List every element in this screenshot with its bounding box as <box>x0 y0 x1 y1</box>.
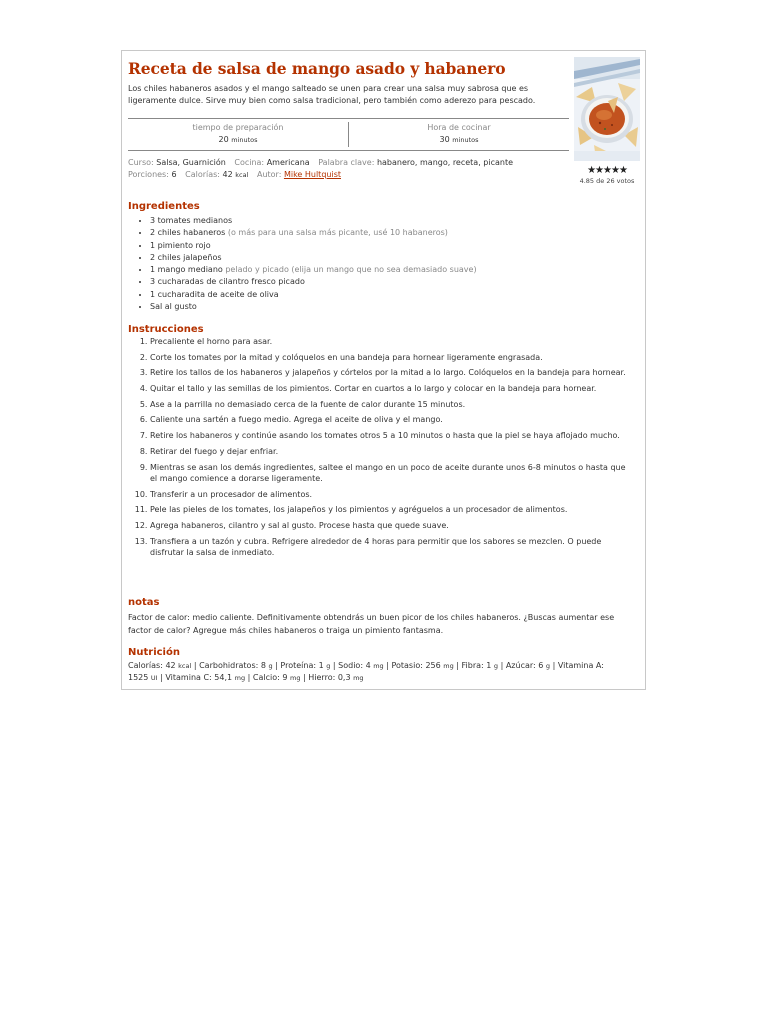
nutrition-item <box>280 661 330 670</box>
nutrition-unit: g <box>493 662 499 670</box>
meta-row-2 <box>128 169 568 181</box>
nutrition-separator: | <box>300 673 309 682</box>
nutrition-label: Vitamina C: <box>165 673 215 682</box>
keyword-label: Palabra clave: <box>318 158 375 167</box>
recipe-times <box>128 118 569 151</box>
nutrition-separator: | <box>245 673 253 682</box>
ingredient-note: pelado y picado (elija un mango que no sea demasiado suave) <box>222 265 477 275</box>
nutrition-label: Potasio: <box>391 661 426 670</box>
nutrition-separator: | <box>383 661 392 670</box>
ingredient-item <box>150 252 628 264</box>
nutrition-separator: | <box>272 661 281 670</box>
notes-heading: notas <box>128 597 160 608</box>
nutrition-item <box>165 673 245 682</box>
ingredient-item <box>150 301 628 313</box>
nutrition-label: Vitamina A: <box>557 661 604 670</box>
nutrition-separator: | <box>498 661 506 670</box>
ingredient-item <box>150 264 628 276</box>
nutrition-unit: g <box>545 662 551 670</box>
nutrition-facts <box>128 660 618 684</box>
ingredient-text: 1 pimiento rojo <box>150 240 211 250</box>
prep-time-number: 20 <box>218 135 229 144</box>
instruction-step: 11. Pele las pieles de los tomates, los jalapeños y los pimientos y agréguelos a un procesador de alimentos. <box>150 504 628 516</box>
cuisine-value: Americana <box>266 158 310 167</box>
servings-value: 6 <box>171 170 177 179</box>
ingredient-text: 1 mango mediano <box>150 265 223 275</box>
cook-time <box>349 119 569 150</box>
nutrition-separator: | <box>453 661 462 670</box>
keyword-value: habanero, mango, receta, picante <box>376 158 514 167</box>
instruction-step: 5. Ase a la parrilla no demasiado cerca de la fuente de calor durante 15 minutos. <box>150 399 628 411</box>
instruction-step: 13. Transfiera a un tazón y cubra. Refrigere alrededor de 4 horas para permitir que los sabores se mezclen. O puede disfrutar la salsa de inmediato. <box>150 536 628 559</box>
instruction-step: 2. Corte los tomates por la mitad y colóquelos en una bandeja para hornear ligeramente engrasada. <box>150 352 628 364</box>
instruction-step: 4. Quitar el tallo y las semillas de los pimientos. Cortar en cuartos a lo largo y colocar en la bandeja para hornear. <box>150 383 628 395</box>
nutrition-unit: g <box>268 662 273 670</box>
nutrition-unit: kcal <box>178 662 192 670</box>
instruction-step: 12. Agrega habaneros, cilantro y sal al gusto. Procese hasta que quede suave. <box>150 520 628 532</box>
prep-time <box>128 119 348 150</box>
nutrition-label: Hierro: <box>308 673 338 682</box>
nutrition-value: 1525 <box>128 673 151 682</box>
instruction-step: 3. Retire los tallos de los habaneros y jalapeños y córtelos por la mitad a lo largo. Colóquelos en la bandeja para hornear. <box>150 367 628 379</box>
instruction-step: 6. Caliente una sartén a fuego medio. Agrega el aceite de oliva y el mango. <box>150 414 628 426</box>
prep-time-unit: minutos <box>231 136 258 144</box>
recipe-summary: Los chiles habaneros asados y el mango salteado se unen para crear una salsa muy sabrosa que es ligeramente dulce. Sirve muy bien como salsa tradicional, pero también como aderezo para pescado. <box>128 84 536 105</box>
nutrition-item <box>253 673 301 682</box>
ingredient-item <box>150 240 628 252</box>
nutrition-value: 1 <box>318 661 327 670</box>
nutrition-item <box>199 661 273 670</box>
nutrition-heading: Nutrición <box>128 647 180 658</box>
ingredient-text: 1 cucharadita de aceite de oliva <box>150 289 279 299</box>
nutrition-item <box>308 673 363 682</box>
calories-label: Calorías: <box>185 170 220 179</box>
cook-time-number: 30 <box>439 135 450 144</box>
nutrition-item <box>506 661 550 670</box>
recipe-notes: Factor de calor: medio caliente. Definitivamente obtendrás un buen picor de los chiles habaneros. ¿Buscas aumentar ese factor de calor? Agregue más chiles habaneros o traiga un pimiento fantasma. <box>128 613 615 635</box>
nutrition-item <box>391 661 453 670</box>
recipe-rating[interactable] <box>568 165 646 185</box>
instruction-step: 1. Precaliente el horno para asar. <box>150 336 628 348</box>
nutrition-value: 6 <box>538 661 546 670</box>
nutrition-value: 42 <box>165 661 179 670</box>
ingredient-text: 3 cucharadas de cilantro fresco picado <box>150 277 305 287</box>
nutrition-label: Carbohidratos: <box>199 661 261 670</box>
nutrition-value: 256 <box>425 661 444 670</box>
rating-votes: 4.85 de 26 votos <box>579 177 635 185</box>
ingredient-text: 2 chiles jalapeños <box>150 252 222 262</box>
recipe-title: Receta de salsa de mango asado y habanero <box>128 59 506 78</box>
cook-time-value <box>349 135 569 144</box>
nutrition-item <box>462 661 499 670</box>
author-link[interactable]: Mike Hultquist <box>283 170 341 179</box>
nutrition-label: Calorías: <box>128 661 166 670</box>
nutrition-separator: | <box>157 673 166 682</box>
ingredients-heading: Ingredientes <box>128 201 200 212</box>
calories-unit: kcal <box>235 171 249 179</box>
nutrition-label: Sodio: <box>338 661 366 670</box>
cuisine-label: Cocina: <box>234 158 265 167</box>
star-rating-icon[interactable]: ★★★★★ <box>587 165 627 176</box>
instruction-step: 9. Mientras se asan los demás ingredientes, saltee el mango en un poco de aceite durante unos 6-8 minutos o hasta que el mango comience a dorarse ligeramente. <box>150 462 628 485</box>
course-value: Salsa, Guarnición <box>156 158 226 167</box>
servings-label: Porciones: <box>128 170 169 179</box>
nutrition-unit: mg <box>290 674 301 682</box>
nutrition-label: Proteína: <box>280 661 319 670</box>
nutrition-separator: | <box>191 661 200 670</box>
ingredient-item <box>150 289 628 301</box>
nutrition-value: 8 <box>260 661 269 670</box>
meta-row-1 <box>128 157 568 169</box>
cook-time-label: Hora de cocinar <box>427 123 491 132</box>
nutrition-value: 1 <box>486 661 494 670</box>
instruction-step: 8. Retirar del fuego y dejar enfriar. <box>150 446 628 458</box>
instruction-step: 7. Retire los habaneros y continúe asando los tomates otros 5 a 10 minutos o hasta que la piel se haya aflojado mucho. <box>150 430 628 442</box>
nutrition-value: 9 <box>282 673 291 682</box>
prep-time-label: tiempo de preparación <box>192 123 284 132</box>
nutrition-value: 0,3 <box>337 673 354 682</box>
ingredient-text: Sal al gusto <box>150 302 197 312</box>
instruction-step: 10. Transferir a un procesador de alimentos. <box>150 489 628 501</box>
nutrition-item <box>128 661 191 670</box>
nutrition-label: Azúcar: <box>505 661 539 670</box>
nutrition-value: 54,1 <box>214 673 235 682</box>
nutrition-unit: mg <box>443 662 454 670</box>
ingredient-item <box>150 276 628 288</box>
course-label: Curso: <box>128 158 154 167</box>
recipe-card <box>121 50 646 690</box>
ingredient-note: (o más para una salsa más picante, usé 10 habaneros) <box>225 228 448 238</box>
nutrition-unit: mg <box>353 674 364 682</box>
salsa-bowl-image <box>574 57 640 161</box>
instructions-list <box>128 336 628 563</box>
nutrition-item <box>338 661 384 670</box>
recipe-meta <box>128 157 568 181</box>
nutrition-label: Fibra: <box>461 661 487 670</box>
nutrition-unit: UI <box>150 674 158 682</box>
recipe-photo <box>574 57 640 161</box>
ingredient-item <box>150 227 628 239</box>
calories-value: 42 <box>222 170 233 179</box>
ingredient-text: 2 chiles habaneros <box>150 228 226 238</box>
ingredient-text: 3 tomates medianos <box>150 216 233 225</box>
instructions-heading: Instrucciones <box>128 324 204 335</box>
cook-time-unit: minutos <box>452 136 479 144</box>
nutrition-label: Calcio: <box>252 673 283 682</box>
nutrition-separator: | <box>330 661 339 670</box>
nutrition-value: 4 <box>365 661 374 670</box>
nutrition-unit: g <box>326 662 331 670</box>
nutrition-separator: | <box>550 661 558 670</box>
prep-time-value <box>128 135 348 144</box>
ingredients-list <box>128 215 628 313</box>
nutrition-unit: mg <box>234 674 246 682</box>
nutrition-unit: mg <box>373 662 384 670</box>
ingredient-item <box>150 215 628 227</box>
author-label: Autor: <box>256 170 282 179</box>
